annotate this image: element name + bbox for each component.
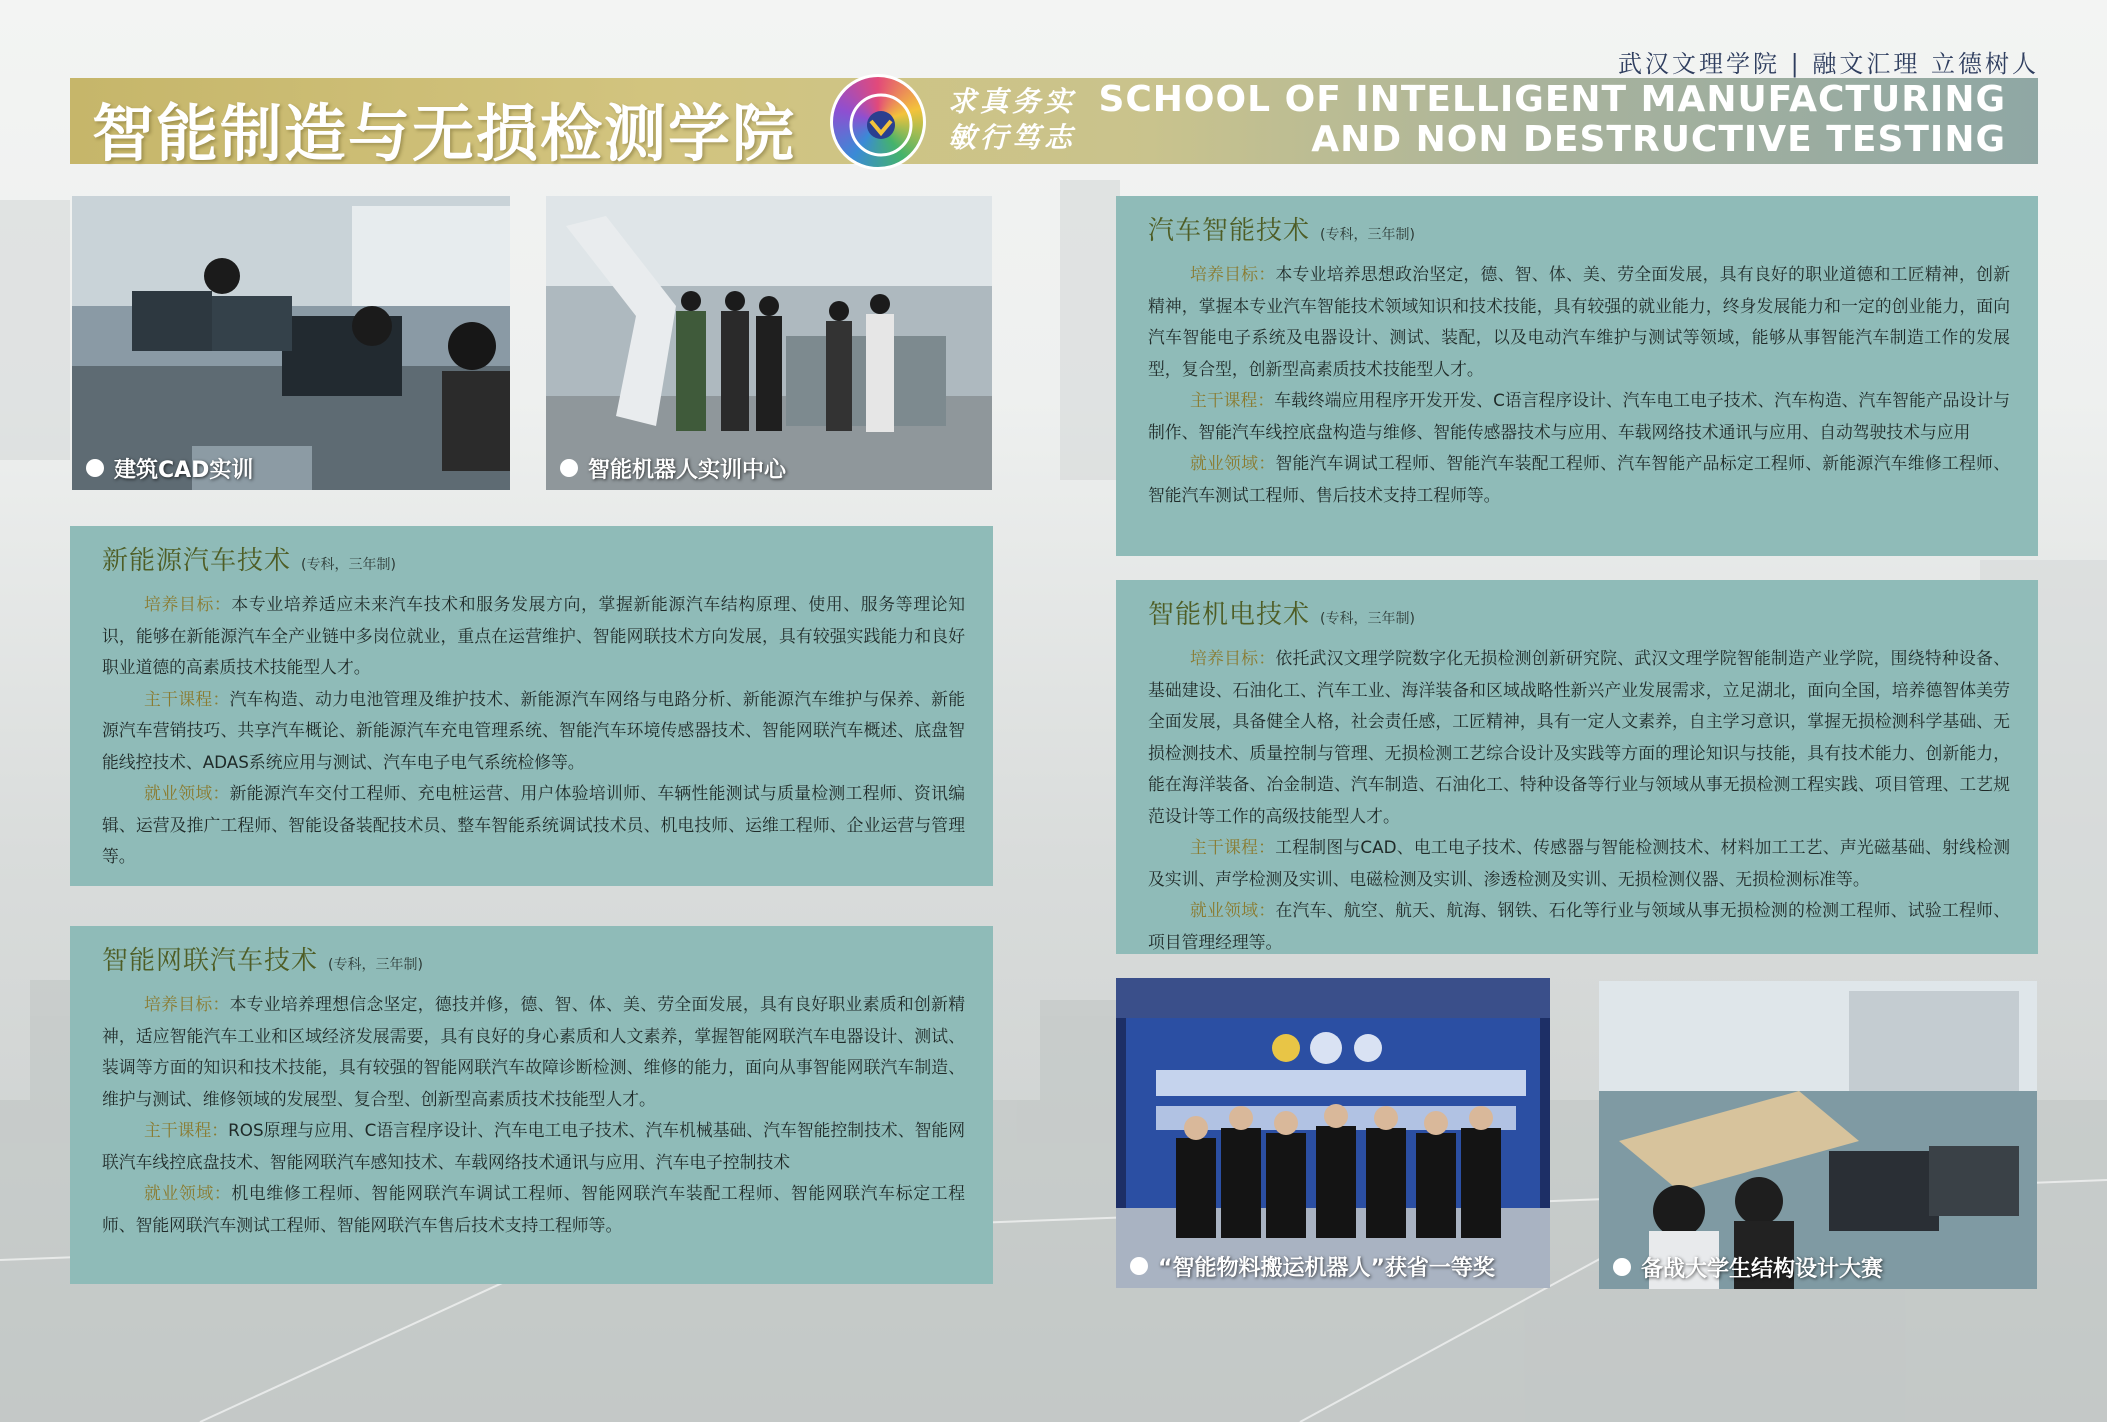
program-courses	[102, 1115, 965, 1178]
jobs-text: 智能汽车调试工程师、智能汽车装配工程师、汽车智能产品标定工程师、新能源汽车维修工程师、智能汽车测试工程师、售后技术支持工程师等。	[1148, 453, 2010, 505]
program-name: 智能机电技术	[1148, 600, 1311, 630]
courses-text: 车载终端应用程序开发开发、C语言程序设计、汽车电工电子技术、汽车构造、汽车智能产品设计与制作、智能汽车线控底盘构造与维修、智能传感器技术与应用、车载网络技术通讯与应用、自动驾驶技术与应用	[1148, 390, 2010, 442]
program-name: 汽车智能技术	[1148, 216, 1311, 246]
courses-label: 主干课程：	[144, 1120, 229, 1140]
title-en-line-1: SCHOOL OF INTELLIGENT MANUFACTURING	[1098, 79, 2006, 120]
college-logo-icon	[830, 74, 926, 170]
caption-text: 智能机器人实训中心	[588, 457, 787, 483]
program-title	[102, 540, 965, 577]
program-duration: (专科，三年制)	[328, 957, 423, 973]
jobs-text: 在汽车、航空、航天、航海、钢铁、石化等行业与领域从事无损检测的检测工程师、试验工程师、项目管理经理等。	[1148, 900, 2010, 952]
jobs-label: 就业领域：	[1190, 900, 1276, 920]
caption-text: 建筑CAD实训	[114, 457, 254, 483]
photo-robot-center	[546, 196, 992, 490]
photo-caption	[560, 452, 786, 484]
courses-text: 工程制图与CAD、电工电子技术、传感器与智能检测技术、材料加工工艺、声光磁基础、射线检测及实训、声学检测及实训、电磁检测及实训、渗透检测及实训、无损检测仪器、无损检测标准等。	[1148, 837, 2010, 889]
program-card-connected-vehicles	[70, 926, 993, 1284]
caption-text: “智能物料搬运机器人”获省一等奖	[1158, 1255, 1495, 1281]
college-motto	[948, 84, 1076, 156]
program-jobs	[1148, 895, 2010, 958]
photo-caption	[1130, 1250, 1495, 1282]
program-jobs	[1148, 448, 2010, 511]
program-jobs	[102, 1178, 965, 1241]
motto-line-1: 求真务实	[948, 85, 1077, 118]
goal-text: 依托武汉文理学院数字化无损检测创新研究院、武汉文理学院智能制造产业学院，围绕特种设备、基础建设、石油化工、汽车工业、海洋装备和区域战略性新兴产业发展需求，立足湖北，面向全国，培养德智体美劳全面发展，具备健全人格，社会责任感，工匠精神，具有一定人文素养，自主学习意识，掌握无损检测科学基础、无损检测技术、质量控制与管理、无损检测工艺综合设计及实践等方面的理论知识与技能，具有技术能力、创新能力，能在海洋装备、冶金制造、汽车制造、石油化工、特种设备等行业与领域从事无损检测工程实践、项目管理、工艺规范设计等工作的高级技能型人才。	[1148, 648, 2010, 826]
courses-label: 主干课程：	[1190, 390, 1275, 410]
photo-robot-award	[1116, 978, 1550, 1288]
goal-label: 培养目标：	[1190, 264, 1276, 284]
university-tagline: 武汉文理学院 | 融文汇理 立德树人	[1618, 50, 2039, 78]
program-duration: (专科，三年制)	[1320, 611, 1415, 627]
program-goal	[1148, 259, 2010, 385]
program-courses	[102, 684, 965, 779]
bullet-dot-icon	[1613, 1258, 1631, 1276]
program-duration: (专科，三年制)	[1320, 227, 1415, 243]
goal-label: 培养目标：	[144, 994, 230, 1014]
jobs-text: 新能源汽车交付工程师、充电桩运营、用户体验培训师、车辆性能测试与质量检测工程师、资讯编辑、运营及推广工程师、智能设备装配技术员、整车智能系统调试技术员、机电技师、运维工程师、企业运营与管理等。	[102, 783, 965, 866]
courses-text: ROS原理与应用、C语言程序设计、汽车电工电子技术、汽车机械基础、汽车智能控制技术、智能网联汽车线控底盘技术、智能网联汽车感知技术、车载网络技术通讯与应用、汽车电子控制技术	[102, 1120, 965, 1172]
jobs-label: 就业领域：	[1190, 453, 1276, 473]
program-card-new-energy	[70, 526, 993, 886]
courses-label: 主干课程：	[1190, 837, 1276, 857]
program-title	[102, 940, 965, 977]
college-title-cn: 智能制造与无损检测学院	[92, 97, 797, 170]
goal-text: 本专业培养适应未来汽车技术和服务发展方向，掌握新能源汽车结构原理、使用、服务等理论知识，能够在新能源汽车全产业链中多岗位就业，重点在运营维护、智能网联技术方向发展，具有较强实践能力和良好职业道德的高素质技术技能型人才。	[102, 594, 965, 677]
goal-text: 本专业培养理想信念坚定，德技并修，德、智、体、美、劳全面发展，具有良好职业素质和创新精神，适应智能汽车工业和区域经济发展需要，具有良好的身心素质和人文素养，掌握智能网联汽车电器设计、测试、装调等方面的知识和技术技能，具有较强的智能网联汽车故障诊断检测、维修的能力，面向从事智能网联汽车制造、维护与测试、维修领域的发展型、复合型、创新型高素质技术技能型人才。	[102, 994, 965, 1109]
program-card-electromechanical	[1116, 580, 2038, 954]
photo-cad-training	[72, 196, 510, 490]
courses-text: 汽车构造、动力电池管理及维护技术、新能源汽车网络与电路分析、新能源汽车维护与保养、新能源汽车营销技巧、共享汽车概论、新能源汽车充电管理系统、智能汽车环境传感器技术、智能网联汽车概述、底盘智能线控技术、ADAS系统应用与测试、汽车电子电气系统检修等。	[102, 688, 965, 772]
courses-label: 主干课程：	[144, 688, 230, 709]
program-courses	[1148, 385, 2010, 448]
photo-caption	[1613, 1251, 1883, 1283]
goal-text: 本专业培养思想政治坚定，德、智、体、美、劳全面发展，具有良好的职业道德和工匠精神，创新精神，掌握本专业汽车智能技术领域知识和技术技能，具有较强的就业能力，终身发展能力和一定的创业能力，面向汽车智能电子系统及电器设计、测试、装配，以及电动汽车维护与测试等领域，能够从事智能汽车制造工作的发展型，复合型，创新型高素质技术技能型人才。	[1148, 264, 2010, 379]
program-courses	[1148, 832, 2010, 895]
goal-label: 培养目标：	[1190, 648, 1276, 668]
photo-caption	[86, 452, 253, 484]
program-jobs	[102, 778, 965, 873]
header-banner	[70, 78, 2038, 170]
goal-label: 培养目标：	[144, 594, 232, 614]
jobs-label: 就业领域：	[144, 1183, 232, 1203]
program-title	[1148, 594, 2010, 631]
program-name: 智能网联汽车技术	[102, 946, 319, 976]
program-goal	[1148, 643, 2010, 832]
program-card-auto-intelligent	[1116, 196, 2038, 556]
program-name: 新能源汽车技术	[102, 546, 292, 576]
program-goal	[102, 589, 965, 684]
jobs-text: 机电维修工程师、智能网联汽车调试工程师、智能网联汽车装配工程师、智能网联汽车标定工程师、智能网联汽车测试工程师、智能网联汽车售后技术支持工程师等。	[102, 1183, 965, 1235]
photo-structural-design	[1599, 981, 2037, 1289]
college-title-en	[1098, 80, 2006, 160]
jobs-label: 就业领域：	[144, 783, 230, 803]
title-en-line-2: AND NON DESTRUCTIVE TESTING	[1311, 119, 2006, 160]
bullet-dot-icon	[86, 459, 104, 477]
program-duration: (专科，三年制)	[301, 557, 396, 573]
program-title	[1148, 210, 2010, 247]
caption-text: 备战大学生结构设计大赛	[1641, 1256, 1884, 1282]
program-goal	[102, 989, 965, 1115]
motto-line-2: 敏行笃志	[948, 121, 1077, 154]
bullet-dot-icon	[560, 459, 578, 477]
bullet-dot-icon	[1130, 1257, 1148, 1275]
